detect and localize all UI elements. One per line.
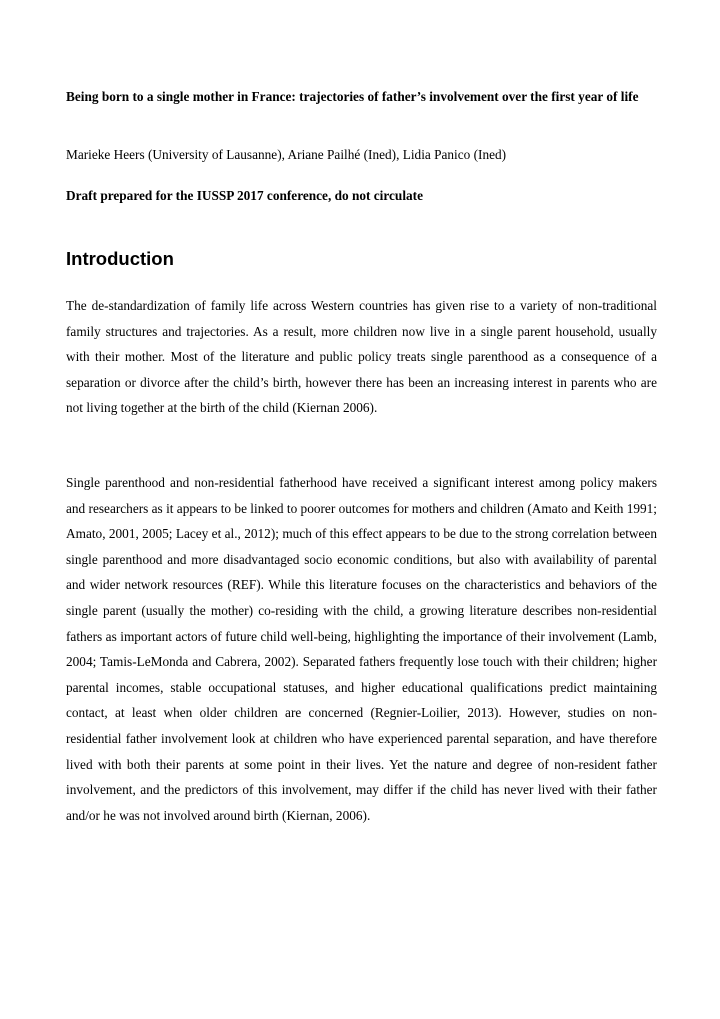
- paper-title: Being born to a single mother in France: trajectories of father’s involvement over the first year of life: [66, 89, 639, 104]
- section-heading-introduction: Introduction: [66, 248, 174, 269]
- body-paragraph: The de-standardization of family life across Western countries has given rise to a variety of non-traditional family structures and trajectories. As a result, more children now live in a single parent household, usually with their mother. Most of the literature and public policy treats single parenthood as a consequence of a separation or divorce after the child’s birth, however there has been an increasing interest in parents who are not living together at the birth of the child (Kiernan 2006).: [66, 298, 657, 416]
- body-paragraph: Single parenthood and non-residential fatherhood have received a significant interest among policy makers and researchers as it appears to be linked to poorer outcomes for mothers and children (Amato and Keith 1991; Amato, 2001, 2005; Lacey et al., 2012); much of this effect appears to be due to the strong correlation between single parenthood and more disadvantaged socio economic conditions, but also with availability of parental and wider network resources (REF). While this literature focuses on the characteristics and behaviors of the single parent (usually the mother) co-residing with the child, a growing literature describes non-residential fathers as important actors of future child well-being, highlighting the importance of their involvement (Lamb, 2004; Tamis-LeMonda and Cabrera, 2002). Separated fathers frequently lose touch with their children; higher parental incomes, stable occupational statuses, and higher educational qualifications predict maintaining contact, at least when older children are concerned (Regnier-Loilier, 2013). However, studies on non-residential father involvement look at children who have experienced parental separation, and have therefore lived with both their parents at some point in their lives. Yet the nature and degree of non-resident father involvement, and the predictors of this involvement, may differ if the child has never lived with their father and/or he was not involved around birth (Kiernan, 2006).: [66, 475, 657, 823]
- author-list: Marieke Heers (University of Lausanne), Ariane Pailhé (Ined), Lidia Panico (Ined): [66, 147, 507, 162]
- draft-notice: Draft prepared for the IUSSP 2017 conference, do not circulate: [66, 188, 424, 203]
